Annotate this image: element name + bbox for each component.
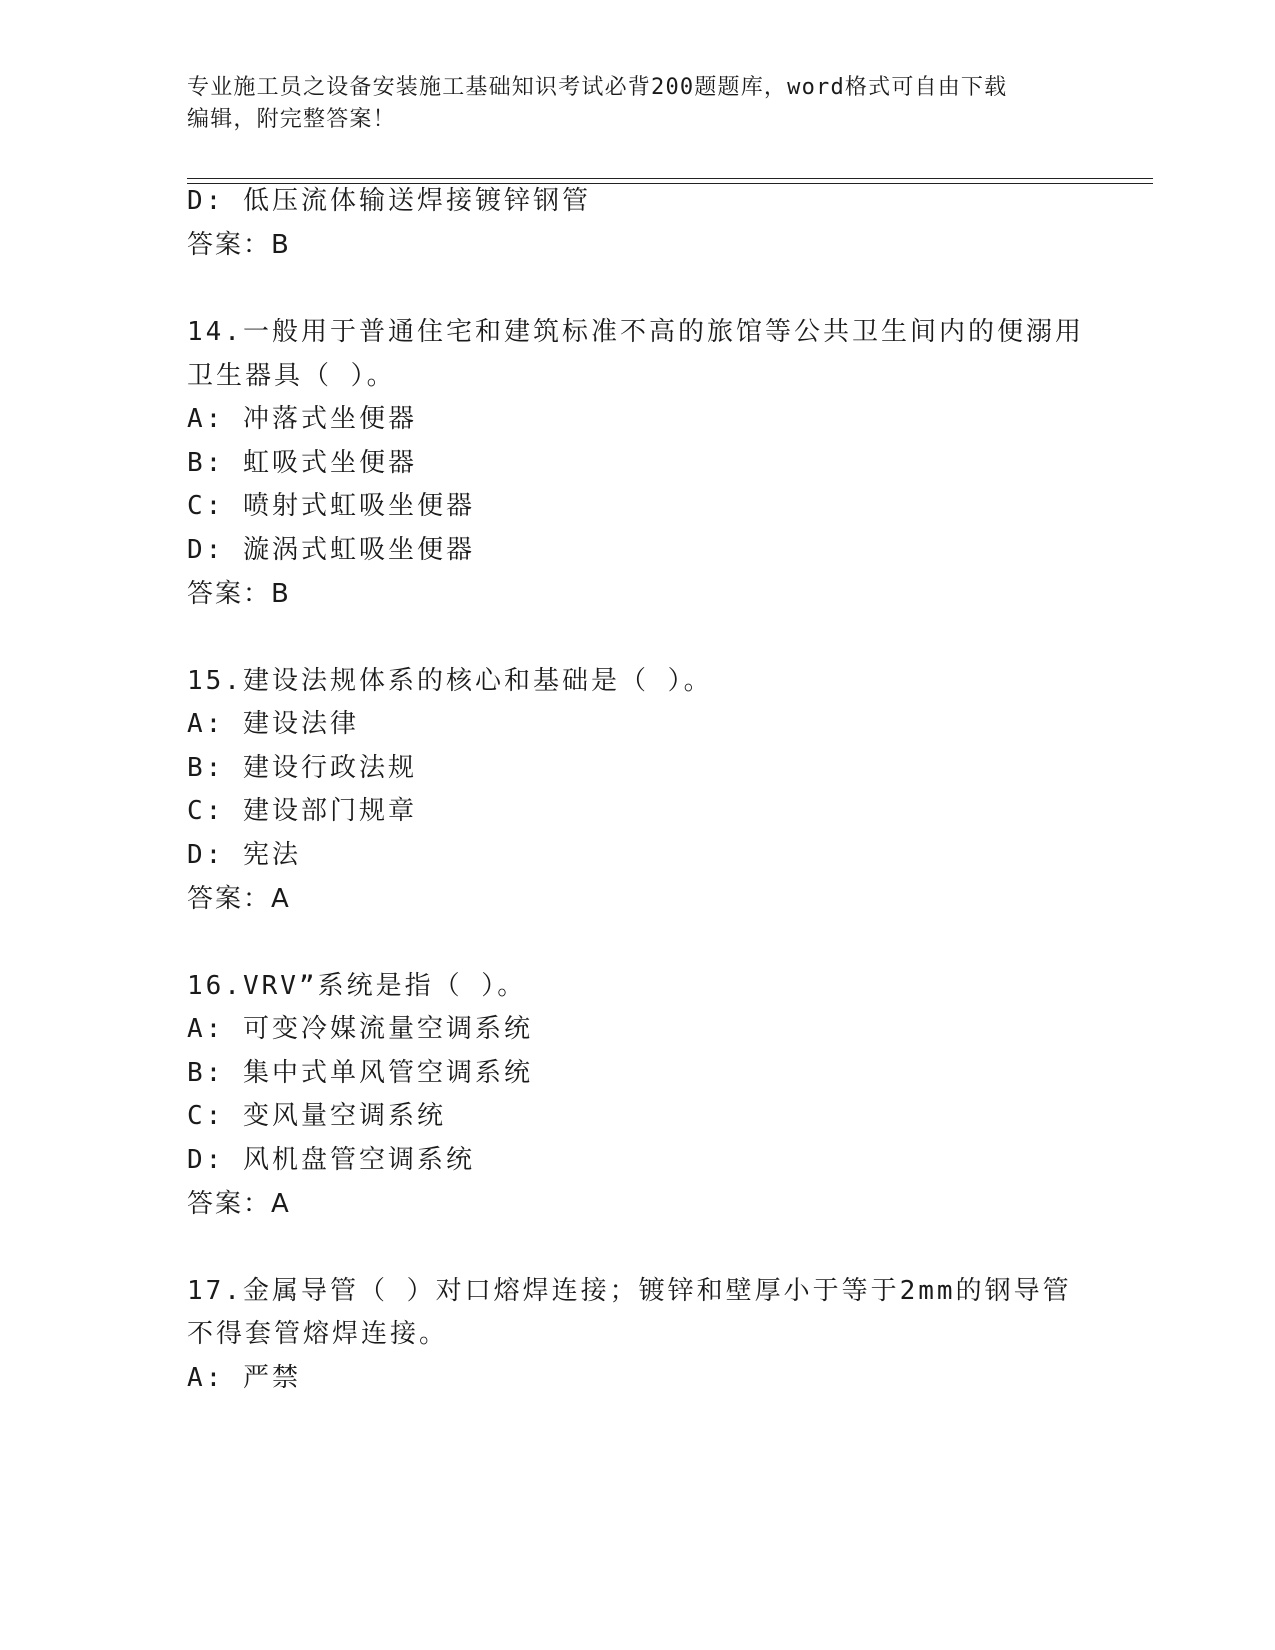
q17-stem-line1: 17.金属导管（ ）对口熔焊连接；镀锌和壁厚小于等于2mm的钢导管 — [187, 1276, 1072, 1306]
q14-option-a: A: 冲落式坐便器 — [187, 404, 417, 434]
q15-option-c: C: 建设部门规章 — [187, 796, 417, 826]
q15-option-b: B: 建设行政法规 — [187, 753, 417, 783]
header-title-line2: 编辑，附完整答案！ — [187, 107, 396, 132]
q15-answer: 答案：A — [187, 884, 291, 914]
q14-stem-line2: 卫生器具（ ）。 — [187, 361, 396, 391]
q16-option-c: C: 变风量空调系统 — [187, 1101, 446, 1131]
header-divider-top — [187, 178, 1153, 179]
document-header — [187, 72, 1067, 136]
prev-answer: 答案：B — [187, 230, 291, 260]
header-divider-bottom — [187, 183, 1153, 184]
q14-option-d: D: 漩涡式虹吸坐便器 — [187, 535, 475, 565]
header-title-line1: 专业施工员之设备安装施工基础知识考试必背200题题库，word格式可自由下载 — [187, 75, 1008, 100]
q17-stem-line2: 不得套管熔焊连接。 — [187, 1319, 449, 1349]
q15-option-d: D: 宪法 — [187, 840, 301, 870]
q14-answer: 答案：B — [187, 579, 291, 609]
q15-stem-line1: 15.建设法规体系的核心和基础是（ ）。 — [187, 666, 713, 696]
q14-option-c: C: 喷射式虹吸坐便器 — [187, 491, 475, 521]
q15-option-a: A: 建设法律 — [187, 709, 359, 739]
q16-stem-line1: 16.VRV”系统是指（ ）。 — [187, 971, 527, 1001]
q14-option-b: B: 虹吸式坐便器 — [187, 448, 417, 478]
q17-option-a: A: 严禁 — [187, 1363, 301, 1393]
prev-option-d: D: 低压流体输送焊接镀锌钢管 — [187, 186, 591, 216]
q16-option-a: A: 可变冷媒流量空调系统 — [187, 1014, 533, 1044]
q14-stem-line1: 14.一般用于普通住宅和建筑标准不高的旅馆等公共卫生间内的便溺用 — [187, 317, 1084, 347]
q16-option-b: B: 集中式单风管空调系统 — [187, 1058, 533, 1088]
q16-answer: 答案：A — [187, 1189, 291, 1219]
q16-option-d: D: 风机盘管空调系统 — [187, 1145, 475, 1175]
